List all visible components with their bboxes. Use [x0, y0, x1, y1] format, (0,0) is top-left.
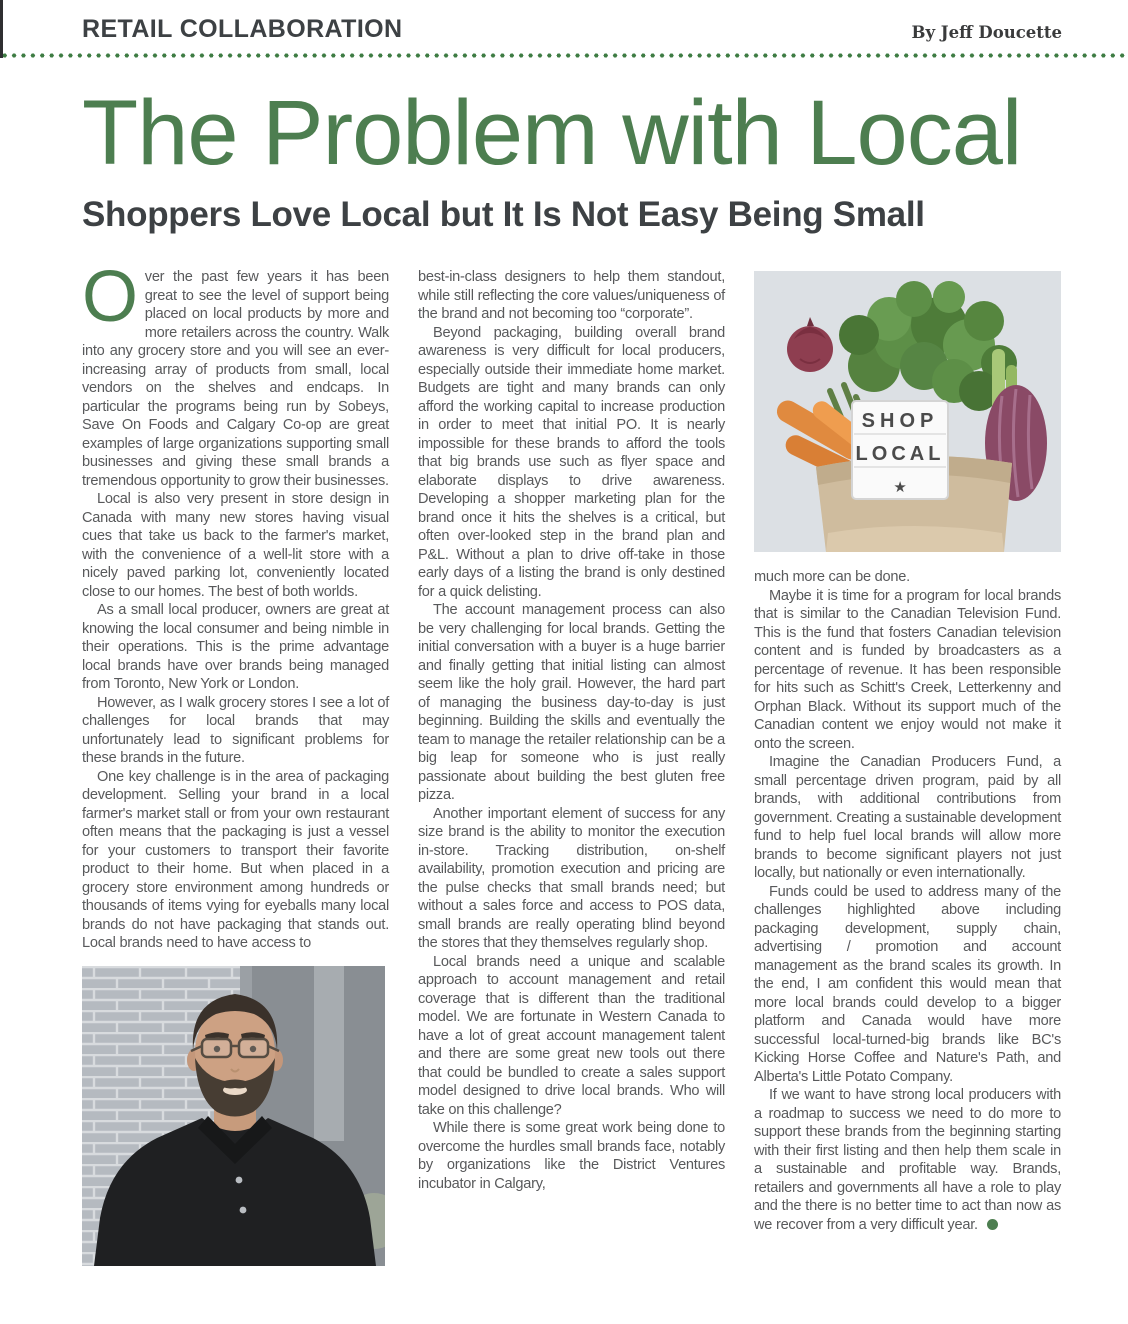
sign-line-1: SHOP: [861, 410, 939, 433]
shop-local-sign: [852, 401, 948, 499]
masthead: [0, 0, 1128, 53]
byline: By Jeff Doucette: [911, 23, 1062, 42]
column-3: [754, 268, 1061, 1266]
body-paragraph: Local brands need a unique and scalable approach to account management and retail coverage that is different than the traditional model. We are fortunate in Western Canada to have a lot of great account management talent and there are some great new tools out there that could be bundled to create a sales support model designed to drive local brands. Who will take on this challenge?: [418, 953, 725, 1118]
paragraph-text: If we want to have strong local producers with a roadmap to success we need to do more to support these brands from the beginning starting with their first listing and then help them scale in a sustainable and profitable way. Brands, retailers and governments all have a role to play and the there is no better time to act than now as we recover from a very difficult year.: [754, 1087, 1061, 1233]
author-photo: [82, 966, 385, 1266]
body-paragraph: Funds could be used to address many of the challenges highlighted above including packaging development, supply chain, advertising / promotion and account management as the brand scales its growth. In the end, I am confident this would mean that more local brands could develop to a bigger platform and Canada would have more successful local-turned-big brands like BC's Kicking Horse Coffee and Nature's Path, and Alberta's Little Potato Company.: [754, 883, 1061, 1085]
body-paragraph: One key challenge is in the area of packaging development. Selling your brand in a local farmer's market stall or from your own restaurant often means that the packaging is just a vessel for your customers to transport their favorite product to their home. But when placed in a grocery store environment among hundreds or thousands of items vying for eyeballs many local brands do not have packaging that stands out. Local brands need to have access to: [82, 768, 389, 952]
body-paragraph: Another important element of success for any size brand is the ability to monitor the execution in-store. Tracking distribution, on-shelf availability, promotion execution and pricing are the pulse checks that small brands need; but without a sales force and access to POS data, small brands are really operating blind beyond the stores that they themselves regularly shop.: [418, 805, 725, 952]
shop-local-photo: [754, 271, 1061, 552]
drop-cap: O: [82, 257, 138, 338]
column-1: [82, 257, 389, 1266]
body-paragraph: Local is also very present in store design in Canada with many new stores having visual cues that take us back to the farmer's market, with the convenience of a well-lit store with a nicely paved parking lot, conveniently located close to our homes. The best of both worlds.: [82, 491, 389, 600]
paragraph-text: ver the past few years it has been great to see the level of support being placed on local products by more and more retailers across the country. Walk into any grocery store and you will see an ever-increasing array of products from small, local vendors on the shelves and endcaps. In particular the programs being run by Sobeys, Save On Foods and Calgary Co-op are great examples of large organizations supporting small businesses and giving these small brands a tremendous opportunity to grow their businesses.: [82, 269, 389, 489]
body-paragraph: best-in-class designers to help them standout, while still reflecting the core values/uniqueness of the brand and not becoming too “corporate”.: [418, 269, 725, 323]
page-edge-tick: [0, 0, 3, 58]
body-paragraph: [82, 257, 389, 490]
body-paragraph: While there is some great work being done to overcome the hurdles small brands face, notably by organizations like the District Ventures incubator in Calgary,: [418, 1120, 725, 1192]
article-title: The Problem with Local: [82, 82, 1022, 184]
article-subtitle: Shoppers Love Local but It Is Not Easy Being Small: [82, 195, 925, 235]
body-paragraph: Imagine the Canadian Producers Fund, a small percentage driven program, paid by all brands, with additional contributions from government. Creating a sustainable development fund to help fuel local brands will allow more brands to become significant players not just locally, but nationally or even internationally.: [754, 754, 1061, 882]
end-of-article-marker: [987, 1219, 998, 1230]
dotted-divider: [0, 53, 1128, 58]
body-paragraph: Maybe it is time for a program for local brands that is similar to the Canadian Television Fund. This is the fund that fosters Canadian television content and is funded by broadcasters as a percentage of revenue. It has been responsible for hits such as Schitt's Creek, Letterkenny and Orphan Black. Without its support much of the Canadian content we enjoy would not make it onto the screen.: [754, 587, 1061, 752]
body-paragraph: However, as I walk grocery stores I see a lot of challenges for local brands that may unfortunately lead to significant problems for these brands in the future.: [82, 694, 389, 767]
article-body: [82, 257, 1064, 1266]
body-paragraph: [754, 1086, 1061, 1234]
column-2: [418, 268, 725, 1266]
sign-line-2: LOCAL: [855, 443, 945, 466]
section-kicker: RETAIL COLLABORATION: [82, 15, 403, 43]
star-icon: ★: [893, 478, 907, 497]
body-paragraph: Beyond packaging, building overall brand awareness is very difficult for local producers, especially outside their immediate home market. Budgets are tight and many brands can only afford the working capital to increase production in order to meet that initial PO. It is nearly impossible for these brands to afford the tools that big brands use such as flyer space and elaborate displays to drive awareness. Developing a shopper marketing plan for the brand once it hits the shelves is a critical, but often over-looked step in the brand plan and P&L. Without a plan to drive off-take in those early days of a listing the brand is only destined for a quick delisting.: [418, 324, 725, 600]
body-paragraph: As a small local producer, owners are great at knowing the local consumer and being nimble in their operations. This is the prime advantage local brands have over brands being managed from Toronto, New York or London.: [82, 602, 389, 693]
body-paragraph: much more can be done.: [754, 569, 910, 586]
body-paragraph: The account management process can also be very challenging for local brands. Getting the initial conversation with a buyer is a huge barrier and finally getting that initial listing can almost seem like the holy grail. However, the hard part of managing the business day-to-day is just beginning. Building the skills and eventually the team to manage the retailer relationship can be a big leap for someone who is just really passionate about building the best gluten free pizza.: [418, 602, 725, 804]
